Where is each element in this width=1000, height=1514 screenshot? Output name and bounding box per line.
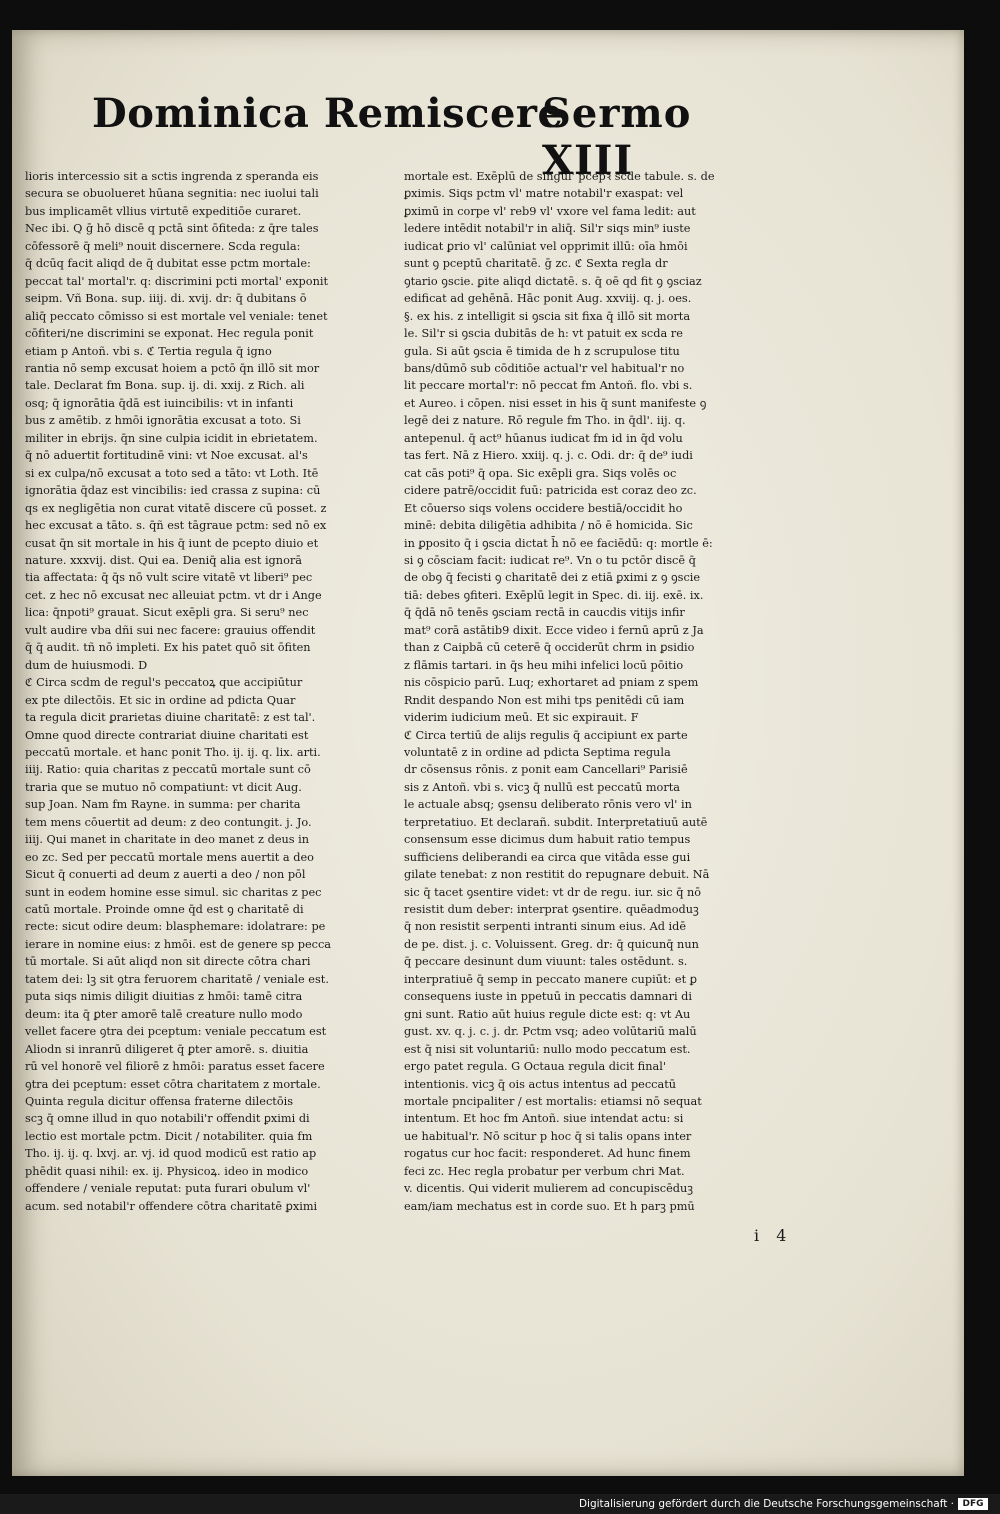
text-line: deum: ita q̄ ꝑter amorē talē creature nullo modo [25,1007,303,1021]
text-line: in ꝑposito q̄ i ꝯscia dictat h̄ nō ee faciēdū: q: mortle ē: [404,536,713,550]
folio-signature: i 4 [754,1226,793,1245]
text-line: tiā: debes ꝯfiteri. Exēplū legit in Spec. di. iij. exē. ix. [404,588,704,602]
text-line: nature. xxxvij. dist. Qui ea. Deniq̄ alia est ignorā [25,553,303,567]
text-line: ꝯtario ꝯscie. ꝑite aliqd dictatē. s. q̄ oē qd fit ꝯ ꝯsciaz [404,274,702,288]
text-line: bus z amētib. z hmōi ignorātia excusat a toto. Si [25,414,301,428]
text-line: v. dicentis. Qui viderit mulierem ad concupiscēduꝫ [404,1182,694,1196]
text-line: osq; q̄ ignorātia q̄dā est iuincibilis: vt in infanti [25,396,294,410]
text-line: interpratiuē q̄ semp in peccato manere cupiūt: et ꝑ [404,972,697,986]
text-line: traria que se mutuo nō compatiunt: vt dicit Aug. [25,780,302,794]
text-line: viderim iudicium meū. Et sic expirauit. F [404,711,639,725]
text-line: aliq̄ peccato cōmisso si est mortale vel veniale: tenet [25,309,328,323]
text-line: vellet facere ꝯtra dei pceptum: veniale peccatum est [25,1025,327,1039]
text-line: sis z Antoñ. vbi s. vicꝫ q̄ nullū est peccatū morta [404,780,681,794]
text-line: Nec ibi. Q ḡ hō discē q pctā sint ōfiteda: z q̄re tales [25,222,319,236]
footer-credit-text: Digitalisierung gefördert durch die Deutsche Forschungsgemeinschaft · [578,1498,954,1510]
text-line: eam/iam mechatus est in corde suo. Et h parꝫ pmū [404,1199,695,1213]
text-line: lioris intercessio sit a sctis ingrenda z speranda eis [25,170,319,183]
text-line: le. Sil'r si ꝯscia dubitās de h: vt patuit ex scda re [404,327,683,341]
left-text-column [25,168,395,1215]
text-line: cōfiteri/ne discrimini se exponat. Hec regula ponit [25,327,314,341]
text-line: gni sunt. Ratio aūt huius regule dicte est: q: vt Au [404,1007,691,1021]
text-line: resistit dum deber: interprat ꝯsentire. quēadmoduꝫ [404,903,699,917]
dfg-logo: DFG [958,1498,988,1510]
text-line: consequens iuste in ppetuū in peccatis damnari di [404,990,693,1004]
text-line: sunt in eodem homine esse simul. sic charitas z pec [25,885,322,899]
text-line: iudicat ꝑrio vl' calūniat vel opprimit illū: oīa hmōi [404,239,688,253]
text-line: ledere intēdit notabil'r in aliq̄. Sil'r siqs min⁹ iuste [404,222,691,236]
text-line: hec excusat a tāto. s. q̄ñ est tāgraue pctm: sed nō ex [25,519,327,533]
text-line: seipm. Vñ Bona. sup. iiij. di. xvij. dr: q̄ dubitans ō [25,292,307,306]
text-line: vult audire vba dñi sui nec facere: grauius offendit [25,623,316,637]
text-line: tatem dei: lꝫ sit ꝯtra feruorem charitatē / veniale est. [25,972,329,986]
text-line: legē dei z nature. Rō regule fm Tho. in q̄dl'. iij. q. [404,414,686,428]
text-line: eo zc. Sed per peccatū mortale mens auertit a deo [25,850,314,864]
text-line: ꝯtra dei pceptum: esset cōtra charitatem z mortale. [25,1077,321,1091]
text-line: secura se obuolueret hūana segnitia: nec iuolui tali [25,187,319,201]
text-line: rogatus cur hoc facit: responderet. Ad hunc finem [404,1147,691,1161]
text-line: qs ex negligētia non curat vitatē discere cū posset. z [25,501,327,515]
header-sermon-number: Sermo XIII [542,90,692,184]
text-line: ꝑximis. Siqs pctm vl' matre notabil'r exaspat: vel [404,187,684,201]
book-page [12,30,964,1476]
text-line: ue habitual'r. Nō scitur p hoc q̄ si talis opans inter [404,1129,692,1143]
text-line: peccatū mortale. et hanc ponit Tho. ij. ij. q. lix. arti. [25,745,321,759]
text-line: Omne quod directe contrariat diuine charitati est [25,728,309,742]
text-line: si ex culpa/nō excusat a toto sed a tāto: vt Loth. Itē [25,466,319,480]
text-line: lit peccare mortal'r: nō peccat fm Antoñ. flo. vbi s. [404,379,693,393]
text-line: ꝑximū in corpe vl' reb9 vl' vxore vel fama ledit: aut [404,204,696,218]
text-line: mortale est. Exēplū de singul' pcepꝛ scde tabule. s. de [404,170,715,183]
text-line: consensum esse dicimus dum habuit ratio tempus [404,833,691,847]
text-line: scꝫ q̄ omne illud in quo notabili'r offendit ꝑximi di [25,1112,310,1126]
text-line: q̄ q̄ audit. tñ nō impleti. Ex his patet quō sit ōfiten [25,641,311,655]
footer-credit [579,1494,988,1514]
text-line: rū vel honorē vel filiorē z hmōi: paratus esset facere [25,1060,325,1074]
text-line: gust. xv. q. j. c. j. dr. Pctm vsq; adeo volūtariū malū [404,1025,697,1039]
text-line: militer in ebrijs. q̄n sine culpia icidit in ebrietatem. [25,431,318,445]
text-line: mortale pncipaliter / est mortalis: etiamsi nō sequat [404,1095,702,1109]
text-line: tia affectata: q̄ q̄s nō vult scire vitatē vt liberi⁹ pec [25,571,313,585]
text-line: feci zc. Hec regla probatur per verbum chri Mat. [404,1164,685,1178]
text-line: tale. Declarat fm Bona. sup. ij. di. xxij. z Rich. ali [25,379,305,393]
text-line: q̄ peccare desinunt dum viuunt: tales ostēdunt. s. [404,955,688,969]
text-line: recte: sicut odire deum: blasphemare: idolatrare: pe [25,920,326,934]
text-line: est q̄ nisi sit voluntariū: nullo modo peccatum est. [404,1042,691,1056]
text-line: offendere / veniale reputat: puta furari obulum vl' [25,1182,311,1196]
text-line: sup Joan. Nam fm Rayne. in summa: per charita [25,798,301,812]
text-line: q̄ nō aduertit fortitudinē vini: vt Noe excusat. al's [25,449,308,463]
text-line: cōfessorē q̄ meli⁹ nouit discernere. Scda regula: [25,239,301,253]
text-line: intentum. Et hoc fm Antoñ. siue intendat actu: si [404,1112,684,1126]
text-line: edificat ad gehēnā. Hāc ponit Aug. xxviij. q. j. oes. [404,292,692,306]
text-line: phēdit quasi nihil: ex. ij. Physicoꝝ. ideo in modico [25,1164,309,1178]
text-line: iiij. Ratio: quia charitas z peccatū mortale sunt cō [25,763,311,777]
text-line: puta siqs nimis diligit diuitias z hmōi: tamē citra [25,990,303,1004]
text-line: lica: q̄npoti⁹ grauat. Sicut exēpli gra. Si seru⁹ nec [25,606,309,620]
text-line: le actuale absq; ꝯsensu deliberato rōnis vero vl' in [404,798,692,812]
right-text-column [404,168,774,1215]
text-line: Tho. ij. ij. q. lxvj. ar. vj. id quod modicū est ratio ap [25,1147,317,1161]
text-line: ergo patet regula. G Octaua regula dicit final' [404,1060,666,1074]
text-line: si ꝯ cōsciam facit: iudicat re⁹. Vn o tu pctōr discē q̄ [404,553,696,567]
text-line: cat cās poti⁹ q̄ opa. Sic exēpli gra. Siqs volēs oc [404,466,677,480]
text-line: rantia nō semp excusat hoiem a pctō q̄n illō sit mor [25,361,320,375]
text-line: bans/dūmō sub cōditiōe actual'r vel habitual'r no [404,361,685,375]
text-line: nis cōspicio parū. Luq; exhortaret ad pniam z spem [404,676,699,690]
text-line: ta regula dicit ꝑrarietas diuine charitatē: z est tal'. [25,711,316,725]
text-line: Sicut q̄ conuerti ad deum z auerti a deo / non pōl [25,868,306,882]
text-line: cusat q̄n sit mortale in his q̄ iunt de pcepto diuio et [25,536,319,550]
text-line: sunt ꝯ pceptū charitatē. ḡ zc. ℭ Sexta regla dr [404,257,668,271]
text-line: §. ex his. z intelligit si ꝯscia sit fixa q̄ illō sit morta [404,309,691,323]
text-line: cet. z hec nō excusat nec alleuiat pctm. vt dr i Ange [25,588,322,602]
text-line: antepenul. q̄ act⁹ hūanus iudicat fm id in q̄d volu [404,431,683,445]
text-line: ℭ Circa scdm de regul's peccatoꝝ que accipiūtur [25,676,303,690]
text-line: Rndit despando Non est mihi tps penitēdi cū iam [404,693,685,707]
text-line: ex pte dilectōis. Et sic in ordine ad pdicta Quar [25,693,296,707]
text-line: q̄ q̄dā nō tenēs ꝯsciam rectā in caucdis vitijs infir [404,606,685,620]
text-line: mat⁹ corā astātib9 dixit. Ecce video i fernū aprū z Ja [404,623,704,637]
text-line: bus implicamēt vllius virtutē expeditiōe curaret. [25,204,302,218]
text-line: Aliodn si inranrū diligeret q̄ ꝑter amorē. s. diuitia [25,1042,309,1056]
text-line: sufficiens deliberandi ea circa que vitāda esse gui [404,850,691,864]
text-line: ierare in nomine eius: z hmōi. est de genere sp pecca [25,937,332,951]
text-line: q̄ non resistit serpenti intranti sinum eius. Ad idē [404,920,687,934]
text-line: gula. Si aūt ꝯscia ē timida de h z scrupulose titu [404,344,680,358]
text-line: lectio est mortale pctm. Dicit / notabiliter. quia fm [25,1129,313,1143]
text-line: sic q̄ tacet ꝯsentire videt: vt dr de regu. iur. sic q̄ nō [404,885,702,899]
text-line: iiij. Qui manet in charitate in deo manet z deus in [25,833,310,847]
text-line: cidere patrē/occidit fuū: patricida est coraz deo zc. [404,484,697,498]
text-line: minē: debita diligētia adhibita / nō ē homicida. Sic [404,519,693,533]
text-line: gilate tenebat: z non restitit do repugnare debuit. Nā [404,868,710,882]
header-title: Dominica Remiscere [92,90,564,137]
text-line: terpretatiuo. Et declarañ. subdit. Interpretatiuū autē [404,815,708,829]
text-line: Quinta regula dicitur offensa fraterne dilectōis [25,1095,294,1109]
text-line: tem mens cōuertit ad deum: z deo contungit. j. Jo. [25,815,312,829]
text-line: intentionis. vicꝫ q̄ ois actus intentus ad peccatū [404,1077,677,1091]
text-line: voluntatē z in ordine ad pdicta Septima regula [404,745,671,759]
text-line: z flāmis tartari. in q̄s heu mihi infelici locū pōitio [404,658,684,672]
text-line: ignorātia q̄daz est vincibilis: ied crassa z supina: cū [25,484,321,498]
text-line: peccat tal' mortal'r. q: discrimini pcti mortal' exponit [25,274,329,288]
text-line: acum. sed notabil'r offendere cōtra charitatē ꝑximi [25,1199,318,1213]
text-line: de obꝯ q̄ fecisti ꝯ charitatē dei z etiā ꝑximi z ꝯ ꝯscie [404,571,701,585]
text-line: q̄ dcūq facit aliqd de q̄ dubitat esse pctm mortale: [25,257,311,271]
text-line: tū mortale. Si aūt aliqd non sit directe cōtra chari [25,955,311,969]
text-line: etiam p Antoñ. vbi s. ℭ Tertia regula q̄ igno [25,344,272,358]
text-line: tas fert. Nā z Hiero. xxiij. q. j. c. Odi. dr: q̄ de⁹ iudi [404,449,693,463]
text-line: dum de huiusmodi. D [25,658,148,672]
text-line: catū mortale. Proinde omne q̄d est ꝯ charitatē di [25,903,304,917]
text-line: Et cōuerso siqs volens occidere bestiā/occidit ho [404,501,683,515]
text-line: dr cōsensus rōnis. z ponit eam Cancellari⁹ Parisiē [404,763,688,777]
text-line: de pe. dist. j. c. Voluissent. Greg. dr: q̄ quicunq̄ nun [404,937,699,951]
text-line: ℭ Circa tertiū de alijs regulis q̄ accipiunt ex parte [404,728,688,742]
text-line: et Aureo. i cōpen. nisi esset in his q̄ sunt manifeste ꝯ [404,396,707,410]
text-line: than z Caipbā cū ceterē q̄ occiderūt chrm in ꝑsidio [404,641,695,655]
